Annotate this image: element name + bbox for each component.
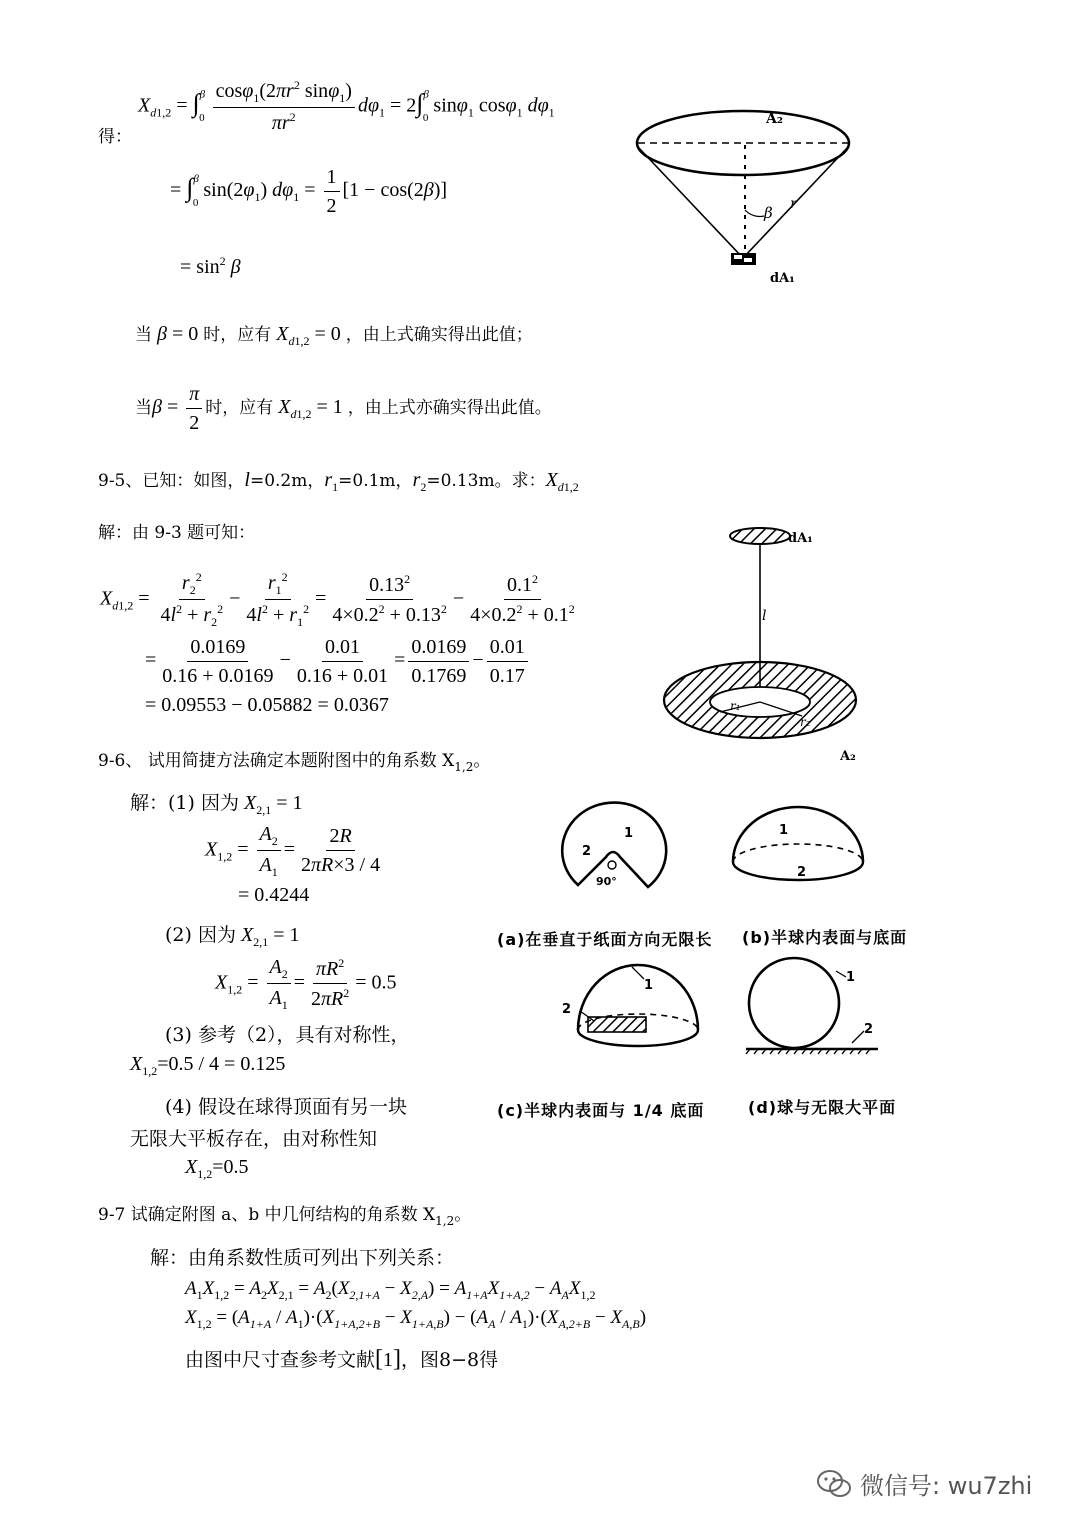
cone-da1-label: dA₁ [770,271,795,286]
fig-c-label-1: 1 [644,978,654,993]
ring-r2-label: r₂ [800,715,811,729]
part-3-statement: (3) 参考（2），具有对称性， [165,1024,410,1046]
part-2-equation: $X_{1,2}$ = $\frac{A_2}{A_1}$ = $\frac{\pi R^2}{2\pi R^2}$ = 0.5 [215,956,397,1013]
figure-c-hemisphere-quarter [560,955,710,1055]
part-4-line2: 无限大平板存在，由对称性知 [130,1128,378,1150]
relation-2: $X_{1,2} = (A_{1+A} / A_1)\cdot(X_{1+A,2+B} - X_{1+A,B}) - (A_A / A_1)\cdot(X_{A,2+B} - X_{A,B})$ [185,1307,647,1331]
caption-d: (d)球与无限大平面 [748,1098,897,1117]
cone-r-label: r [790,196,797,212]
part-3-equation: $X_{1,2}=0.5 / 4 = 0.125$ [130,1053,286,1078]
equation-9-5-row2: = $\frac{0.0169}{0.16 + 0.0169}$ − $\frac{0.01}{0.16 + 0.01}$ = $\frac{0.0169}{0.1769}$ − $\frac{0.01}{0.17}$ [145,635,531,688]
fig-b-label-1: 1 [779,823,789,838]
disk-ring-figure [660,520,870,765]
problem-9-6-heading: 9-6、 试用简捷方法确定本题附图中的角系数 $X_{1,2}$。 [98,751,491,774]
cone-beta-label: β [764,204,773,222]
equation-9-5-row3: = 0.09553 − 0.05882 = 0.0367 [145,694,389,716]
ring-a2-label: A₂ [840,749,856,764]
fig-a-angle-label: 90° [596,875,617,888]
fig-d-label-2: 2 [864,1022,874,1037]
figure-d-sphere-plane [742,955,882,1055]
figure-a-cylinder [548,795,678,900]
figure-b-hemisphere [725,800,875,890]
beta-zero-statement: 当 β = 0 时，应有 $X_{d1,2} = 0$ ，由上式确实得出此值； [135,323,533,348]
part-1-equation: $X_{1,2}$ = $\frac{A_2}{A_1}$ = $\frac{2R}{2\pi R\times 3 / 4}$ [205,823,381,880]
part-1-statement: 解：(1) 因为 $X_{2,1} = 1$ [130,792,303,817]
ring-l-label: l [762,608,767,624]
reference-statement: 由图中尺寸查参考文献[1]，图8−8得 [185,1346,499,1372]
problem-9-5-heading: 9-5、已知：如图，l=0.2m，$r_1=0.1m$，$r_2=0.13m$。求：$X_{d1,2}$ [98,469,579,494]
fig-a-label-2: 2 [582,844,592,859]
part-1-result: = 0.4244 [238,884,310,906]
ring-da1-label: dA₁ [788,531,813,546]
fig-d-label-1: 1 [846,970,856,985]
equation-xd12-integral: $X_{d1,2} = \int^\beta_0$ $\frac{\cos\varphi_1(2\pi r^2 \sin\varphi_1)}{\pi r^2}$ $d\varphi_1 = 2\int^\beta_0$ sinφ$_1$ cosφ$_1$ $d\varphi_1$ [138,78,555,135]
part-4-line1: (4) 假设在球得顶面有另一块 [165,1096,407,1118]
fig-a-label-1: 1 [624,826,634,841]
part-4-equation: $X_{1,2}=0.5$ [185,1156,249,1181]
beta-half-pi-statement: 当β = $\frac{\pi}{2}$ 时，应有 $X_{d1,2} = 1$ ，由上式亦确实得出此值。 [135,383,552,434]
caption-b: (b)半球内表面与底面 [742,928,908,947]
cone-figure [630,90,860,290]
equation-integral-sin2phi: = ∫$^\beta_0$ $\sin(2\varphi_1) d\varphi_1$ = $\frac{1}{2}$ [1 − cos(2β)] [170,166,448,217]
problem-9-5-solution-intro: 解：由 9-3 题可知： [98,523,256,543]
ring-r1-label: r₁ [730,699,741,713]
caption-c: (c)半球内表面与 1/4 底面 [497,1101,705,1120]
cone-a2-label: A₂ [766,111,783,127]
relation-1: $A_1X_{1,2} = A_2X_{2,1} = A_2(X_{2,1+A} - X_{2,A}) = A_{1+A}X_{1+A,2} - A_AX_{1,2}$ [185,1278,596,1302]
part-2-statement: (2) 因为 $X_{2,1} = 1$ [165,924,300,949]
problem-9-7-solution-intro: 解：由角系数性质可列出下列关系： [150,1247,455,1269]
wechat-watermark [816,1466,1032,1501]
equation-sin2beta: = $\sin^2 \beta$ [180,254,241,278]
de-label: 得： [98,127,132,147]
equation-9-5-row1: $X_{d1,2}$ = $\frac{r_2^2}{4l^2 + r_2^2}$ − $\frac{r_1^2}{4l^2 + r_1^2}$ = $\frac{0.13^2}{4\times 0.2^2 + 0.13^2}$ − $\frac{0.1^2}{4\times 0.2^2 + 0.1^2}$ [100,570,575,630]
problem-9-7-heading: 9-7 试确定附图 a、b 中几何结构的角系数 $X_{1,2}$。 [98,1205,472,1228]
fig-c-label-2: 2 [562,1002,572,1017]
watermark-text: 微信号: wu7zhi [860,1472,1033,1500]
fig-b-label-2: 2 [797,865,807,880]
caption-a: (a)在垂直于纸面方向无限长 [497,930,713,949]
wechat-icon [816,1469,852,1499]
